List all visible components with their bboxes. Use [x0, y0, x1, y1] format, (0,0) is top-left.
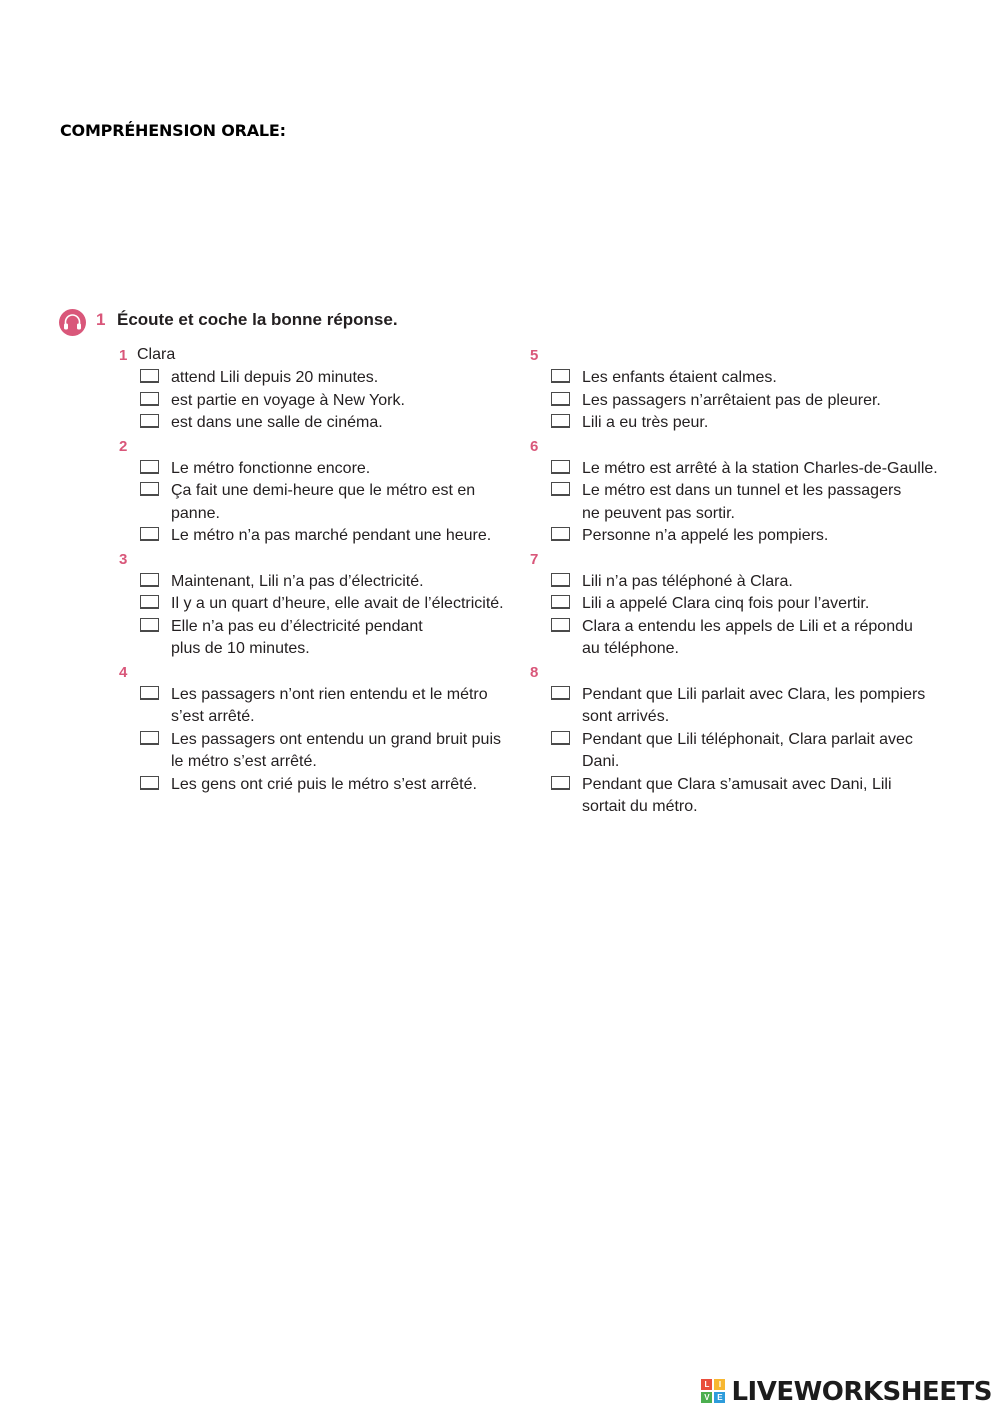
answer-checkbox[interactable] — [551, 392, 570, 406]
answer-text: Pendant que Lili parlait avec Clara, les pompiers — [582, 685, 926, 703]
answer-option — [119, 367, 529, 390]
answer-option — [119, 390, 529, 413]
answer-text: attend Lili depuis 20 minutes. — [171, 369, 379, 386]
answer-text: panne. — [171, 504, 220, 522]
question-header — [530, 661, 950, 684]
answer-text: plus de 10 minutes. — [171, 640, 310, 657]
answer-option — [119, 412, 529, 435]
question-number: 6 — [530, 437, 539, 455]
question-header — [119, 661, 529, 684]
answer-checkbox[interactable] — [140, 731, 159, 745]
answer-checkbox[interactable] — [140, 686, 159, 700]
question-4 — [119, 661, 529, 797]
question-header — [119, 435, 529, 458]
answer-text: Il y a un quart d’heure, elle avait de l’électricité. — [171, 595, 504, 612]
answer-text: sont arrivés. — [582, 708, 670, 725]
answer-option — [530, 390, 950, 413]
question-5 — [530, 344, 950, 435]
answer-checkbox[interactable] — [140, 369, 159, 383]
answer-checkbox[interactable] — [140, 573, 159, 587]
answer-checkbox[interactable] — [551, 595, 570, 609]
exercise-instruction: Écoute et coche la bonne réponse. — [117, 310, 398, 329]
answer-checkbox[interactable] — [551, 686, 570, 700]
question-number: 7 — [530, 550, 539, 568]
answer-text: Pendant que Clara s’amusait avec Dani, Lili — [582, 775, 892, 793]
question-stem: Clara — [137, 346, 176, 363]
answer-text: le métro s’est arrêté. — [171, 753, 317, 770]
answer-option — [530, 458, 950, 481]
answer-option — [530, 593, 950, 616]
answer-checkbox[interactable] — [551, 482, 570, 496]
brand-name: LIVEWORKSHEETS — [731, 1377, 992, 1407]
answer-checkbox[interactable] — [551, 414, 570, 428]
question-number: 5 — [530, 347, 539, 364]
answer-option — [530, 480, 950, 525]
answer-checkbox[interactable] — [551, 618, 570, 632]
answer-text: est dans une salle de cinéma. — [171, 414, 383, 431]
answer-text: Personne n’a appelé les pompiers. — [582, 527, 829, 544]
answer-text: Lili a appelé Clara cinq fois pour l’avertir. — [582, 595, 870, 612]
answer-text: Clara a entendu les appels de Lili et a répondu — [582, 617, 913, 635]
answer-option — [119, 480, 529, 525]
answer-text: Pendant que Lili téléphonait, Clara parlait avec Dani. — [582, 730, 913, 770]
answer-text: Elle n’a pas eu d’électricité pendant — [171, 617, 423, 635]
answer-text: Les enfants étaient calmes. — [582, 369, 777, 386]
answer-text: Lili n’a pas téléphoné à Clara. — [582, 572, 793, 590]
question-number: 8 — [530, 663, 539, 681]
answer-option — [530, 367, 950, 390]
answer-option — [530, 729, 950, 774]
answer-text: ne peuvent pas sortir. — [582, 504, 735, 522]
question-header — [530, 435, 950, 458]
answer-option — [119, 458, 529, 481]
question-header — [119, 344, 529, 367]
question-2 — [119, 435, 529, 548]
logo-letter: V — [701, 1392, 712, 1403]
logo-letter: I — [714, 1379, 725, 1390]
answer-checkbox[interactable] — [551, 369, 570, 383]
answer-text: Ça fait une demi-heure que le métro est en — [171, 482, 476, 499]
logo-letter: E — [714, 1392, 725, 1403]
question-8 — [530, 661, 950, 819]
question-3 — [119, 548, 529, 661]
question-number: 3 — [119, 550, 128, 568]
question-number: 4 — [119, 663, 128, 681]
right-column — [530, 344, 950, 819]
answer-checkbox[interactable] — [140, 414, 159, 428]
question-7 — [530, 548, 950, 661]
answer-option — [530, 616, 950, 661]
answer-checkbox[interactable] — [140, 595, 159, 609]
answer-option — [530, 684, 950, 729]
liveworksheets-logo-icon — [701, 1379, 727, 1405]
answer-checkbox[interactable] — [140, 527, 159, 541]
answer-text: Le métro est arrêté à la station Charles-de-Gaulle. — [582, 459, 938, 477]
answer-option — [119, 616, 529, 661]
answer-text: sortait du métro. — [582, 798, 698, 815]
headphones-icon — [59, 309, 86, 336]
question-number: 1 — [119, 347, 128, 364]
answer-checkbox[interactable] — [140, 392, 159, 406]
answer-text: Les passagers n’arrêtaient pas de pleurer. — [582, 391, 881, 409]
liveworksheets-footer — [701, 1376, 992, 1408]
answer-text: Le métro est dans un tunnel et les passagers — [582, 482, 902, 499]
left-column — [119, 344, 529, 796]
answer-option — [530, 525, 950, 548]
answer-text: Les passagers n’ont rien entendu et le métro — [171, 685, 488, 703]
question-header — [530, 344, 950, 367]
answer-checkbox[interactable] — [140, 482, 159, 496]
answer-checkbox[interactable] — [140, 618, 159, 632]
answer-text: Les gens ont crié puis le métro s’est arrêté. — [171, 775, 477, 793]
answer-option — [119, 774, 529, 797]
answer-checkbox[interactable] — [551, 573, 570, 587]
answer-option — [119, 525, 529, 548]
answer-text: s’est arrêté. — [171, 708, 255, 725]
answer-checkbox[interactable] — [551, 776, 570, 790]
question-6 — [530, 435, 950, 548]
answer-checkbox[interactable] — [140, 776, 159, 790]
answer-option — [119, 571, 529, 594]
answer-text: Les passagers ont entendu un grand bruit puis — [171, 730, 502, 748]
logo-letter: L — [701, 1379, 712, 1390]
question-number: 2 — [119, 437, 128, 455]
answer-option — [119, 593, 529, 616]
page-heading: COMPRÉHENSION ORALE: — [60, 121, 286, 140]
exercise-number: 1 — [96, 310, 106, 329]
answer-text: Lili a eu très peur. — [582, 414, 709, 431]
answer-checkbox[interactable] — [551, 527, 570, 541]
answer-text: Le métro fonctionne encore. — [171, 459, 371, 477]
question-header — [119, 548, 529, 571]
answer-option — [119, 729, 529, 774]
answer-checkbox[interactable] — [551, 460, 570, 474]
answer-option — [530, 571, 950, 594]
question-header — [530, 548, 950, 571]
answer-text: Le métro n’a pas marché pendant une heure. — [171, 527, 492, 544]
answer-text: au téléphone. — [582, 640, 679, 657]
question-1 — [119, 344, 529, 435]
answer-option — [119, 684, 529, 729]
answer-checkbox[interactable] — [551, 731, 570, 745]
answer-option — [530, 412, 950, 435]
answer-text: est partie en voyage à New York. — [171, 391, 405, 409]
answer-option — [530, 774, 950, 819]
answer-checkbox[interactable] — [140, 460, 159, 474]
answer-text: Maintenant, Lili n’a pas d’électricité. — [171, 572, 424, 590]
